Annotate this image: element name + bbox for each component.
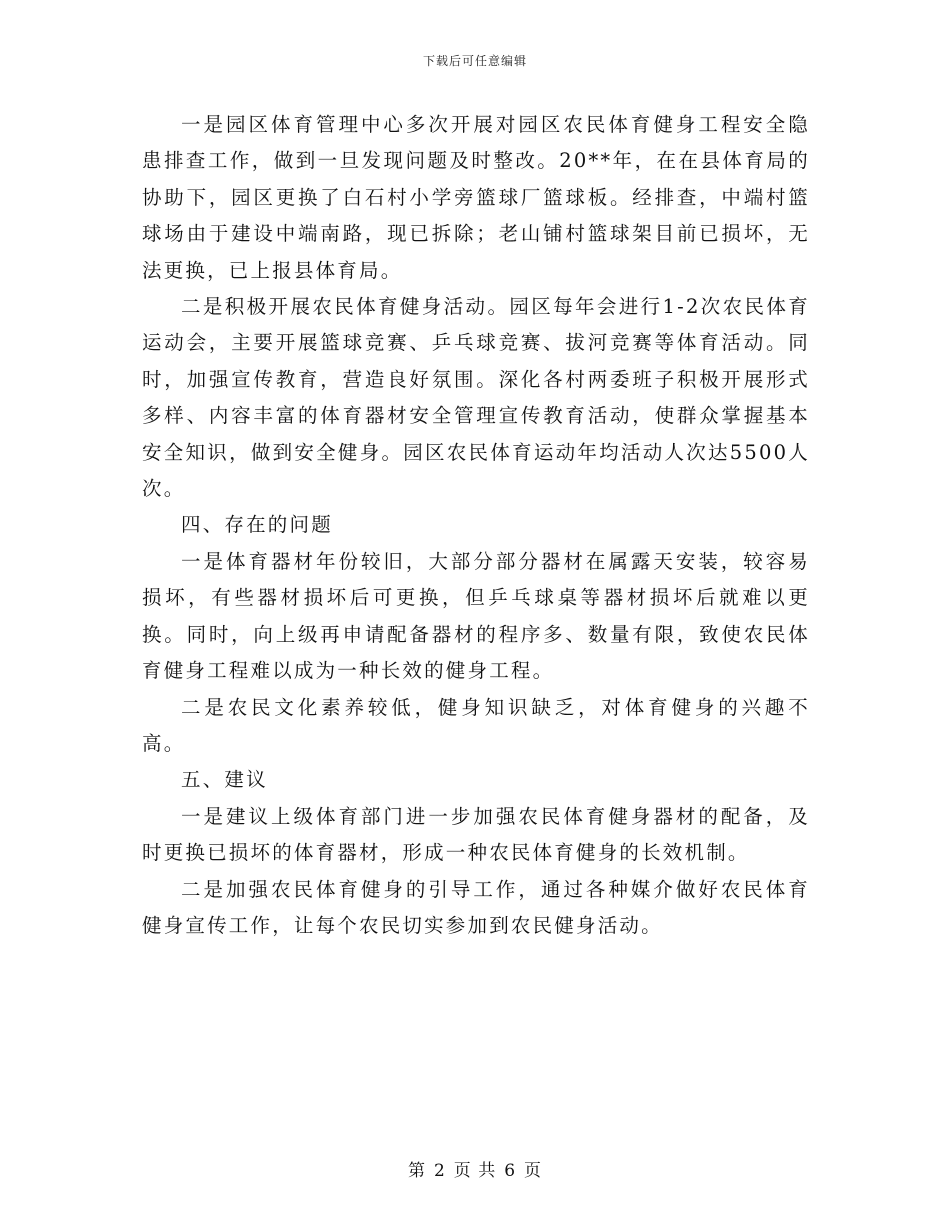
total-pages-number: 6	[504, 1161, 517, 1181]
paragraph-suggestion-guidance: 二是加强农民体育健身的引导工作，通过各种媒介做好农民体育健身宣传工作，让每个农民切实参加到农民健身活动。	[142, 877, 810, 937]
paragraph-equipment-problem: 一是体育器材年份较旧，大部分部分器材在属露天安装，较容易损坏，有些器材损坏后可更换，但乒乓球桌等器材损坏后就难以更换。同时，向上级再申请配备器材的程序多、数量有限，致使农民体育健身工程难以成为一种长效的健身工程。	[142, 549, 810, 683]
page-label-mid: 页 共	[453, 1161, 497, 1181]
section-heading-suggestions: 五、建议	[181, 768, 268, 792]
page-footer	[0, 1156, 950, 1181]
page-label-prefix: 第	[407, 1161, 426, 1181]
document-body	[142, 107, 810, 944]
page-header: 下载后可任意编辑	[422, 54, 527, 68]
current-page-number: 2	[433, 1161, 446, 1181]
paragraph-suggestion-equipment: 一是建议上级体育部门进一步加强农民体育健身器材的配备，及时更换已损坏的体育器材，形成一种农民体育健身的长效机制。	[142, 804, 810, 865]
page-label-suffix: 页	[524, 1161, 543, 1181]
paragraph-literacy-problem: 二是农民文化素养较低，健身知识缺乏，对体育健身的兴趣不高。	[142, 695, 810, 755]
paragraph-fitness-activities: 二是积极开展农民体育健身活动。园区每年会进行1-2次农民体育运动会，主要开展篮球竞赛、乒乓球竞赛、拔河竞赛等体育活动。同时，加强宣传教育，营造良好氛围。深化各村两委班子积极开展形式多样、内容丰富的体育器材安全管理宣传教育活动，使群众掌握基本安全知识，做到安全健身。园区农民体育运动年均活动人次达5500人次。	[142, 295, 810, 501]
paragraph-safety-inspection: 一是园区体育管理中心多次开展对园区农民体育健身工程安全隐患排查工作，做到一旦发现问题及时整改。20**年，在在县体育局的协助下，园区更换了白石村小学旁篮球厂篮球板。经排查，中端村篮球场由于建设中端南路，现已拆除；老山铺村篮球架目前已损坏，无法更换，已上报县体育局。	[142, 113, 810, 282]
section-heading-problems: 四、存在的问题	[181, 513, 333, 537]
